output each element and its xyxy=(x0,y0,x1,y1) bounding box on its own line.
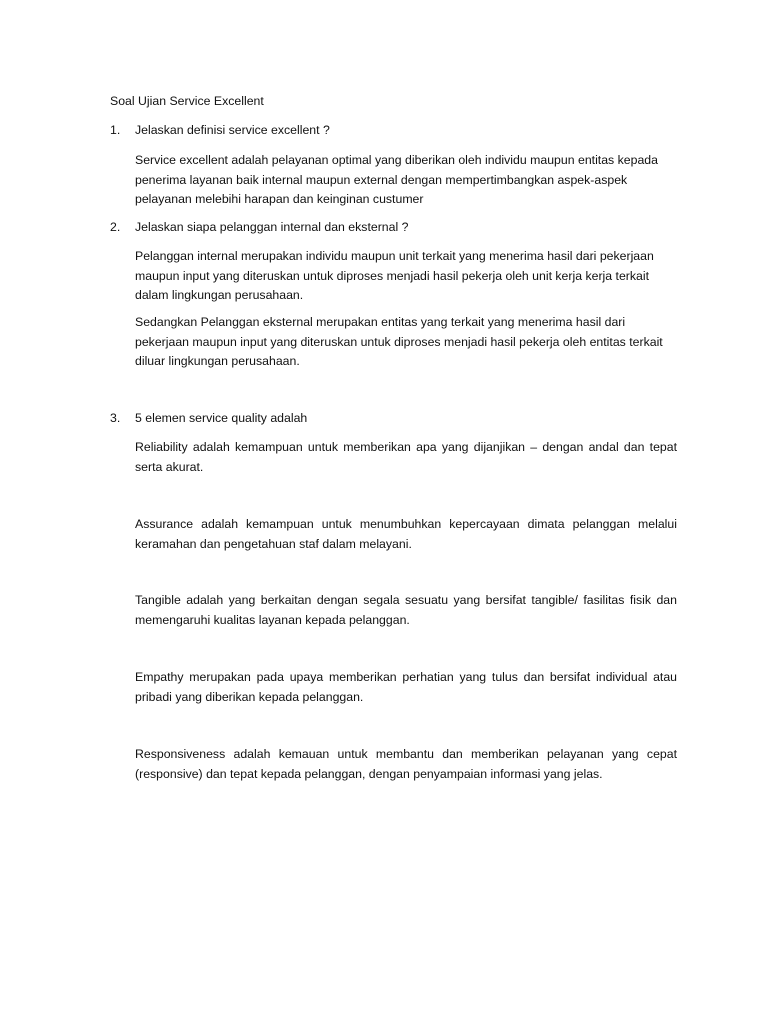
question-2-text: Jelaskan siapa pelanggan internal dan eksternal ? xyxy=(135,220,409,234)
question-2 xyxy=(110,218,408,238)
answer-2-internal: Pelanggan internal merupakan individu maupun unit terkait yang menerima hasil dari pekerjaan maupun input yang diteruskan untuk diproses menjadi hasil pekerja oleh unit kerja kerja terkait dalam lingkungan perusahaan. xyxy=(135,249,654,302)
answer-3-empathy: Empathy merupakan pada upaya memberikan perhatian yang tulus dan bersifat individual atau pribadi yang diberikan kepada pelanggan. xyxy=(135,670,677,704)
answer-3-tangible: Tangible adalah yang berkaitan dengan segala sesuatu yang bersifat tangible/ fasilitas fisik dan memengaruhi kualitas layanan kepada pelanggan. xyxy=(135,593,677,627)
question-1 xyxy=(110,121,330,141)
answer-3-responsiveness: Responsiveness adalah kemauan untuk membantu dan memberikan pelayanan yang cepat (responsive) dan tepat kepada pelanggan, dengan penyampaian informasi yang jelas. xyxy=(135,747,677,781)
answer-3-reliability: Reliability adalah kemampuan untuk memberikan apa yang dijanjikan – dengan andal dan tepat serta akurat. xyxy=(135,440,677,474)
question-1-number: 1. xyxy=(110,123,121,137)
question-2-number: 2. xyxy=(110,220,121,234)
question-3-number: 3. xyxy=(110,411,121,425)
question-1-text: Jelaskan definisi service excellent ? xyxy=(135,123,330,137)
answer-1-definition: Service excellent adalah pelayanan optimal yang diberikan oleh individu maupun entitas kepada penerima layanan baik internal maupun external dengan mempertimbangkan aspek-aspek pelayanan melebihi harapan dan keinginan custumer xyxy=(135,153,658,206)
answer-2-external: Sedangkan Pelanggan eksternal merupakan entitas yang terkait yang menerima hasil dari pekerjaan maupun input yang diteruskan untuk diproses menjadi hasil pekerja oleh entitas terkait diluar lingkungan perusahaan. xyxy=(135,315,663,368)
document-title: Soal Ujian Service Excellent xyxy=(110,94,264,108)
question-3 xyxy=(110,409,307,429)
answer-3-assurance: Assurance adalah kemampuan untuk menumbuhkan kepercayaan dimata pelanggan melalui keramahan dan pengetahuan staf dalam melayani. xyxy=(135,517,677,551)
question-3-text: 5 elemen service quality adalah xyxy=(135,411,308,425)
